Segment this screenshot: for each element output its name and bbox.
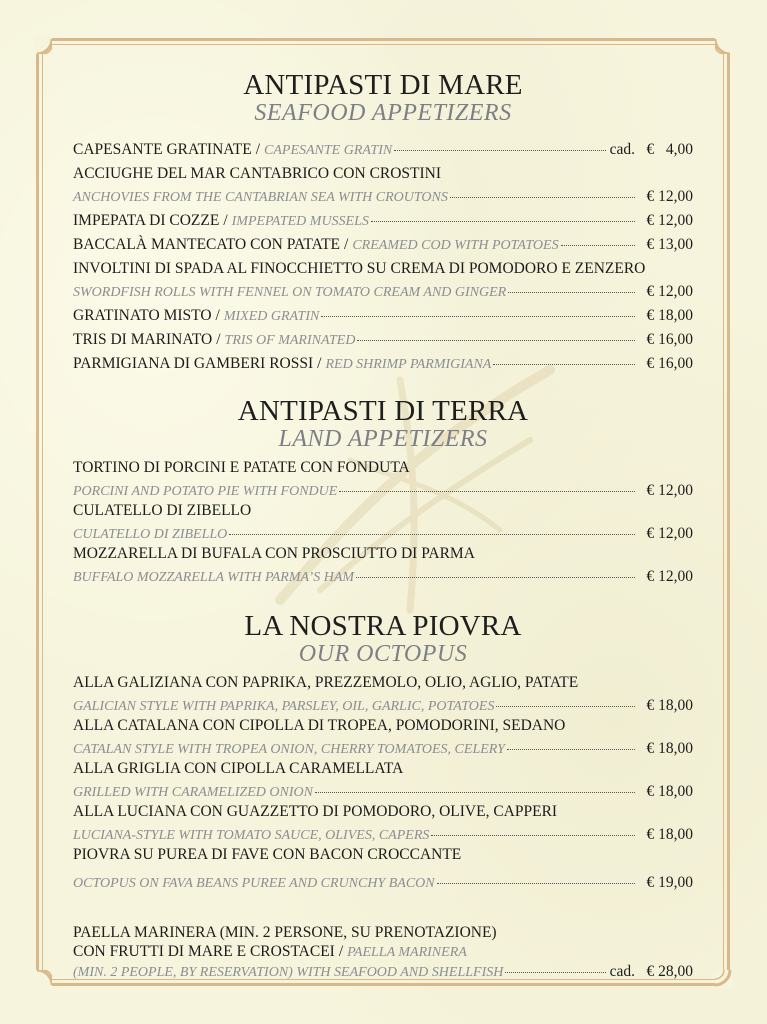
dot-leader bbox=[371, 221, 635, 222]
item-price: € 4,00 bbox=[646, 141, 693, 158]
menu-item bbox=[73, 257, 693, 304]
item-name-en: PORCINI AND POTATO PIE WITH FONDUE bbox=[73, 484, 338, 499]
item-price: € 18,00 bbox=[646, 697, 693, 714]
item-price: € 18,00 bbox=[646, 740, 693, 757]
item-name-it: INVOLTINI DI SPADA AL FINOCCHIETTO SU CREMA DI POMODORO E ZENZERO bbox=[73, 260, 646, 277]
menu-item bbox=[73, 542, 693, 589]
dot-leader bbox=[357, 340, 635, 341]
item-name-en: IMPEPATED MUSSELS bbox=[231, 214, 369, 229]
dot-leader bbox=[507, 749, 635, 750]
menu-item: CAPESANTE GRATINATE / CAPESANTE GRATIN cad. € 4,00 bbox=[73, 138, 693, 162]
item-name-it: PARMIGIANA DI GAMBERI ROSSI bbox=[73, 355, 314, 372]
dot-leader bbox=[394, 150, 605, 151]
menu-content bbox=[73, 70, 693, 982]
menu-item bbox=[73, 671, 693, 718]
section-subtitle: OUR OCTOPUS bbox=[298, 641, 468, 667]
item-name-en: CULATELLO DI ZIBELLO bbox=[73, 527, 228, 542]
section-land-appetizers bbox=[73, 396, 693, 452]
section-title: ANTIPASTI DI MARE bbox=[243, 69, 523, 101]
frame-corner-top-left bbox=[34, 36, 52, 54]
menu-item: BACCALÀ MANTECATO CON PATATE / CREAMED COD WITH POTATOES € 13,00 bbox=[73, 233, 693, 257]
dot-leader bbox=[339, 491, 635, 492]
dot-leader bbox=[356, 577, 635, 578]
dot-leader bbox=[321, 316, 635, 317]
dot-leader bbox=[561, 245, 635, 246]
item-name-en: BUFFALO MOZZARELLA WITH PARMA’S HAM bbox=[73, 570, 355, 585]
menu-item bbox=[73, 714, 693, 761]
dot-leader bbox=[229, 534, 635, 535]
dot-leader bbox=[493, 364, 635, 365]
item-price: € 18,00 bbox=[646, 783, 693, 800]
section-our-octopus bbox=[73, 611, 693, 667]
item-name-en: GALICIAN STYLE WITH PAPRIKA, PARSLEY, OIL, GARLIC, POTATOES bbox=[73, 699, 495, 714]
item-name-en-line2: (MIN. 2 PEOPLE, BY RESERVATION) WITH SEAFOOD AND SHELLFISH bbox=[73, 965, 504, 980]
item-name-it: CAPESANTE GRATINATE bbox=[73, 141, 252, 158]
item-price: € 12,00 bbox=[646, 283, 693, 300]
item-price: € 16,00 bbox=[646, 355, 693, 372]
item-price: € 12,00 bbox=[646, 188, 693, 205]
item-price: € 18,00 bbox=[646, 307, 693, 324]
item-name-it: TORTINO DI PORCINI E PATATE CON FONDUTA bbox=[73, 459, 410, 476]
item-name-it-line2: CON FRUTTI DI MARE E CROSTACEI bbox=[73, 943, 335, 960]
item-name-en: LUCIANA-STYLE WITH TOMATO SAUCE, OLIVES, CAPERS bbox=[73, 828, 430, 843]
menu-item: TRIS DI MARINATO / TRIS OF MARINATED € 16,00 bbox=[73, 328, 693, 352]
section-title: LA NOSTRA PIOVRA bbox=[244, 610, 522, 642]
menu-item: GRATINATO MISTO / MIXED GRATIN € 18,00 bbox=[73, 304, 693, 328]
price-prefix: cad. bbox=[609, 141, 635, 158]
item-name-it: IMPEPATA DI COZZE bbox=[73, 212, 220, 229]
price-prefix: cad. bbox=[609, 963, 635, 980]
menu-item bbox=[73, 843, 693, 895]
section-subtitle: SEAFOOD APPETIZERS bbox=[254, 100, 512, 126]
menu-item bbox=[73, 757, 693, 804]
item-name-en: CREAMED COD WITH POTATOES bbox=[352, 238, 559, 253]
item-name-en: PAELLA MARINERA bbox=[347, 945, 467, 960]
dot-leader bbox=[431, 835, 635, 836]
menu-item bbox=[73, 800, 693, 847]
item-price: € 13,00 bbox=[646, 236, 693, 253]
item-price: € 12,00 bbox=[646, 482, 693, 499]
item-price: € 12,00 bbox=[646, 568, 693, 585]
dot-leader bbox=[437, 883, 635, 884]
item-name-en: ANCHOVIES FROM THE CANTABRIAN SEA WITH CROUTONS bbox=[73, 190, 448, 205]
section-title: ANTIPASTI DI TERRA bbox=[237, 395, 529, 427]
item-name-it: ALLA GALIZIANA CON PAPRIKA, PREZZEMOLO, OLIO, AGLIO, PATATE bbox=[73, 674, 579, 691]
menu-item: IMPEPATA DI COZZE / IMPEPATED MUSSELS € 12,00 bbox=[73, 209, 693, 233]
item-name-it: ACCIUGHE DEL MAR CANTABRICO CON CROSTINI bbox=[73, 165, 442, 182]
dot-leader bbox=[315, 792, 635, 793]
item-price: € 12,00 bbox=[646, 525, 693, 542]
frame-corner-bottom-left bbox=[34, 970, 52, 988]
item-name-en: GRILLED WITH CARAMELIZED ONION bbox=[73, 785, 313, 800]
item-name-en: RED SHRIMP PARMIGIANA bbox=[325, 357, 492, 372]
menu-item bbox=[73, 162, 693, 209]
dot-leader bbox=[496, 706, 635, 707]
item-name-en: OCTOPUS ON FAVA BEANS PUREE AND CRUNCHY BACON bbox=[73, 876, 435, 891]
item-name-it: PIOVRA SU PUREA DI FAVE CON BACON CROCCANTE bbox=[73, 846, 462, 863]
item-name-it: CULATELLO DI ZIBELLO bbox=[73, 502, 252, 519]
item-name-en: MIXED GRATIN bbox=[223, 309, 320, 324]
dot-leader bbox=[505, 972, 605, 973]
item-name-it: PAELLA MARINERA (MIN. 2 PERSONE, SU PRENOTAZIONE) bbox=[73, 924, 497, 941]
menu-item: PARMIGIANA DI GAMBERI ROSSI / RED SHRIMP PARMIGIANA € 16,00 bbox=[73, 352, 693, 376]
item-price: € 19,00 bbox=[646, 874, 693, 891]
menu-item bbox=[73, 499, 693, 546]
item-name-it: ALLA LUCIANA CON GUAZZETTO DI POMODORO, OLIVE, CAPPERI bbox=[73, 803, 558, 820]
section-seafood-appetizers bbox=[73, 70, 693, 126]
item-name-it: GRATINATO MISTO bbox=[73, 307, 212, 324]
item-price: € 16,00 bbox=[646, 331, 693, 348]
frame-corner-top-right bbox=[715, 36, 733, 54]
item-price: € 18,00 bbox=[646, 826, 693, 843]
item-name-en: CAPESANTE GRATIN bbox=[264, 143, 393, 158]
item-name-it: TRIS DI MARINATO bbox=[73, 331, 213, 348]
dot-leader bbox=[508, 292, 635, 293]
item-name-en: SWORDFISH ROLLS WITH FENNEL ON TOMATO CREAM AND GINGER bbox=[73, 285, 507, 300]
item-price: € 28,00 bbox=[646, 963, 693, 980]
item-price: € 12,00 bbox=[646, 212, 693, 229]
item-name-it: MOZZARELLA DI BUFALA CON PROSCIUTTO DI PARMA bbox=[73, 545, 475, 562]
item-name-it: BACCALÀ MANTECATO CON PATATE bbox=[73, 236, 341, 253]
frame-corner-bottom-right bbox=[715, 970, 733, 988]
menu-item bbox=[73, 456, 693, 503]
item-name-it: ALLA GRIGLIA CON CIPOLLA CARAMELLATA bbox=[73, 760, 404, 777]
dot-leader bbox=[450, 197, 635, 198]
item-name-it: ALLA CATALANA CON CIPOLLA DI TROPEA, POMODORINI, SEDANO bbox=[73, 717, 566, 734]
item-name-en: CATALAN STYLE WITH TROPEA ONION, CHERRY TOMATOES, CELERY bbox=[73, 742, 505, 757]
section-subtitle: LAND APPETIZERS bbox=[278, 426, 488, 452]
menu-item-paella: PAELLA MARINERA (MIN. 2 PERSONE, SU PRENOTAZIONE) CON FRUTTI DI MARE E CROSTACEI / PAELLA MARINERA (MIN. 2 PEOPLE, BY RESERVATION) WITH SEAFOOD AND SHELLFISH cad. € 28,00 bbox=[73, 924, 693, 980]
item-name-en: TRIS OF MARINATED bbox=[224, 333, 356, 348]
